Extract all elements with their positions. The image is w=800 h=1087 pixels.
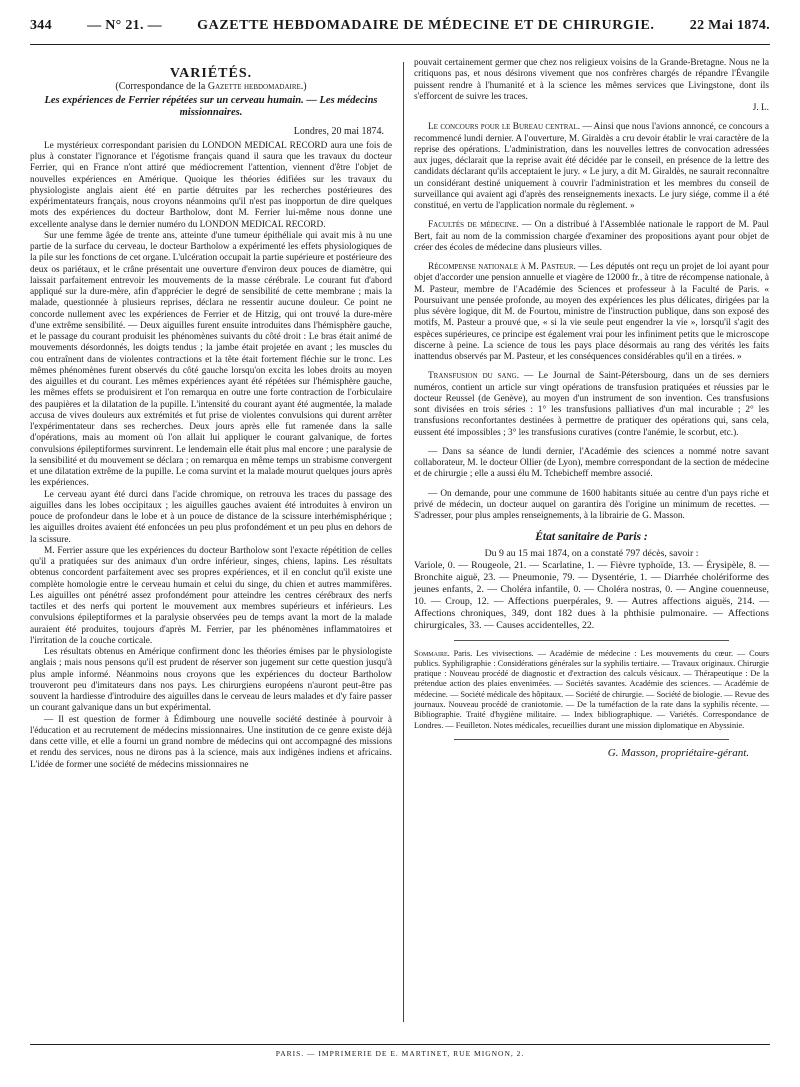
page-header	[30, 18, 770, 42]
right-column	[414, 58, 769, 759]
left-column	[30, 58, 392, 771]
publisher-signature: G. Masson, propriétaire-gérant.	[607, 746, 749, 759]
header-rule	[30, 44, 770, 45]
issue-date: 22 Mai 1874.	[689, 18, 770, 33]
page-footer	[30, 1038, 770, 1058]
page-number: 344	[30, 18, 52, 33]
footer-rule	[30, 1044, 770, 1045]
issue-number: — N° 21. —	[87, 18, 162, 33]
running-title: GAZETTE HEBDOMADAIRE DE MÉDECINE ET DE CHIRURGIE.	[197, 18, 655, 33]
paragraph: Le cerveau ayant été durci dans l'acide chromique, on retrouva les traces du passage des aiguilles dans les lobes occipitaux ; les aiguilles gauches avaient été introduites à environ un pouce de profondeur dans le lobe et à un pouce de distance de la scissure interhémisphérique ; les aiguilles droites avaient été enfoncées un peu plus profondément et un peu plus en dehors de la scissure.	[30, 489, 392, 545]
news-item-pasteur: Récompense nationale à M. Pasteur. — Les députés ont reçu un projet de loi ayant pour objet d'accorder une pension annuelle et viagère de 12000 fr., à titre de récompense nationale, à M. Pasteur, membre de l'Académie des Sciences et professeur à la Faculté de Paris. « Poursuivant une pensée profonde, au moyen des expériences les plus délicates, dirigées par la plus sévère logique, dit M. de Fourtou, ministre de l'instruction publique, dans son exposé des motifs, M. Pasteur a prouvé que, « si la vie seule peut engendrer la vie », lorsqu'il s'agit des espèces supérieures, ce principe est également vrai pour les infiniment petits que le microscope discerne à peine. La science de tous les pays place désormais au rang des vérités les faits inattendus observés par M. Pasteur, et les conséquences considérables qu'il en a tirées. »	[414, 262, 770, 362]
health-report-body: Variole, 0. — Rougeole, 21. — Scarlatine, 1. — Fièvre typhoïde, 13. — Érysipèle, 8. — Bronchite aiguë, 23. — Pneumonie, 79. — Dysentérie, 1. — Diarrhée cholériforme des jeunes enfants, 2. — Choléra infantile, 0. — Choléra nostras, 0. — Angine couenneuse, 10. — Croup, 12. — Affections puerpérales, 9. — Autres affections aiguës, 214. — Affections chroniques, 349, dont 182 dues à la phthisie pulmonaire. — Affections chirurgicales, 33. — Causes accidentelles, 22.	[414, 559, 769, 631]
paragraph: Le mystérieux correspondant parisien du LONDON MEDICAL RECORD aura une fois de plus à constater l'ignorance et l'égotisme français quand il saura que les travaux du docteur Ferrier, qui en France n'ont attiré que médiocrement l'attention, viennent d'être l'objet de nouvelles expériences en Amérique. Quoique les théories édifiées sur les travaux du physiologiste anglais aient été en partie détruites par les recherches postérieures des expérimentateurs français, nous croyons néanmoins qu'il n'est pas inopportun de dire quelques mots des expériences du docteur Bartholow, dont M. Ferrier lui-même nous donne une excellente analyse dans le dernier numéro du LONDON MEDICAL RECORD.	[30, 140, 392, 230]
section-title: VARIÉTÉS.	[169, 66, 253, 81]
health-report	[414, 548, 769, 632]
rubric: Transfusion du sang.	[428, 371, 520, 382]
divider	[454, 640, 729, 641]
printer-imprint: PARIS. — IMPRIMERIE DE E. MARTINET, RUE MIGNON, 2.	[275, 1049, 525, 1058]
rubric: Le concours pour le Bureau central.	[428, 122, 581, 133]
health-report-lead: Du 9 au 15 mai 1874, on a constaté 797 décès, savoir :	[484, 547, 699, 559]
article-headline: Les expériences de Ferrier répétées sur un cerveau humain. — Les médecins missionnaires.	[44, 94, 378, 118]
news-item-academie: — Dans sa séance de lundi dernier, l'Académie des sciences a nommé notre savant collaborateur, M. le docteur Ollier (de Lyon), membre correspondant de la section de médecine et de chirurgie ; elle a aussi élu M. Tchebicheff membre associé.	[414, 446, 769, 480]
column-divider	[403, 62, 404, 1022]
author-initials: J. L.	[752, 103, 769, 113]
news-item-transfusion: Transfusion du sang. — Le Journal de Saint-Pétersbourg, dans un de ses derniers numéros, contient un article sur vingt opérations de transfusion pratiquées et réussies par le docteur Reussel (de Genève), au moyen d'un instrument de son invention. Ces transfusions sont divisées en trois séries : 1° les transfusions palliatives d'un mal incurable ; 2° les transfusions reconfortantes destinées à permettre de pratiquer des opérations qui, sans cela, eussent été impossibles ; 3° les transfusions curatives (contre l'anémie, le scorbut, etc.).	[414, 371, 769, 438]
section-subtitle: (Correspondance de la Gazette hebdomadaire.)	[115, 81, 307, 93]
paragraph: pouvait certainement germer que chez nos religieux voisins de la Grande-Bretagne. Nous ne la critiquons pas, et nous désirons vivement que nos confrères chargés de répandre l'Évangile puissent rendre à l'humanité et à la science les mêmes services que Livingstone, dont ils s'efforcent de suivre les traces.	[414, 58, 769, 102]
paragraph: — Il est question de former à Édimbourg une nouvelle société destinée à pourvoir à l'éducation et au recrutement de médecins missionnaires. Une institution de ce genre existe déjà dans cette ville, et elle a fourni un grand nombre de médecins qui ont accompagné des missions et rendu des services, nous ne dirons pas à la science, mais aux indigènes indiens et africains. L'idée de former une société de médecins missionnaires ne	[30, 714, 392, 770]
news-item-facultes: Facultés de médecine. — On a distribué à l'Assemblée nationale le rapport de M. Paul Bert, fait au nom de la commission chargée d'examiner des propositions ayant pour objet de créer des écoles de médecine dans plusieurs villes.	[414, 220, 769, 253]
rubric: Récompense nationale à M. Pasteur.	[428, 262, 576, 272]
paragraph: Les résultats obtenus en Amérique confirment donc les théories émises par le physiologiste anglais ; mais nous pensons qu'il est prudent de réserver son jugement sur cette question jusqu'à plus ample informé. Néanmoins nous croyons que les expériences du docteur Bartholow trouveront peu d'imitateurs dans nos pays. Les chirurgiens européens n'auront peut-être pas souvent la hardiesse d'introduire des aiguilles dans le cerveau de leurs malades et d'y faire passer un courant galvanique dans un but expérimental.	[30, 647, 392, 714]
divider	[454, 739, 729, 740]
rubric: Facultés de médecine.	[428, 220, 519, 231]
health-report-title: État sanitaire de Paris :	[535, 531, 648, 544]
news-item-concours: Le concours pour le Bureau central. — Ainsi que nous l'avions annoncé, ce concours a recommencé lundi dernier. A l'ouverture, M. Giraldès a cru devoir établir le vrai caractère de la reprise des opérations. L'administration, dans les nouvelles lettres de convocation adressées aux juges, déclarait que la reprise avait été décidée par le conseil, en présence de la lettre des candidats déclarant qu'ils acceptaient le jury. « Le jury, a dit M. Giraldès, ne saurait reconnaître un considérant destiné uniquement à couvrir l'administration et les membres du conseil de surveillance qui avaient agi d'après des renseignements inexacts. Le jury siége, comme il a été constitué, en vertu de l'application normale du règlement. »	[414, 122, 769, 211]
paragraph: M. Ferrier assure que les expériences du docteur Bartholow sont l'exacte répétition de celles qu'il a pratiquées sur des animaux d'un ordre inférieur, singes, chiens, lapins. Les résultats obtenus concordent parfaitement avec ses propres expériences, et il en conclut qu'il existe une complète homologie entre le cerveau humain et celui du singe, du chien et autres mammifères. Les aiguilles ont pénétré assez profondément pour atteindre les centres cérébraux des nerfs tactiles et des nerfs qui portent le mouvement aux membres supérieurs et inférieurs. Les convulsions épileptiformes et la paralysie observées peu de temps avant la mort de la malade auraient été produites, toujours d'après M. Ferrier, par les phénomènes inflammatoires et l'irritation de la couche corticale.	[30, 545, 392, 646]
dateline: Londres, 20 mai 1874.	[293, 125, 384, 137]
table-of-contents: Sommaire. Paris. Les vivisections. — Académie de médecine : Les mouvements du cœur. — Cours publics. Syphiligraphie : Considérations générales sur la syphilis tertiaire. — Travaux originaux. Chirurgie pratique : Nouveau procédé de diagnostic et d'extraction des calculs vésicaux. — Thérapeutique : De la prétendue action des plaies envenimées. — Sociétés savantes. Académie des sciences. — Académie de médecine. — Société médicale des hôpitaux. — Société de chirurgie. — Société de biologie. — Revue des journaux. Nouveau procédé de craniotomie. — De la tuméfaction de la rate dans la syphilis récente. — Bibliographie. Traité d'hygiène militaire. — Index bibliographique. — Variétés. Correspondance de Londres. — Feuilleton. Notes médicales, recueillies durant une mission diplomatique en Abyssinie.	[414, 648, 769, 730]
news-item-demande: — On demande, pour une commune de 1600 habitants située au centre d'un pays riche et privé de médecin, un docteur auquel on garantira dès l'origine un minimum de recettes. — S'adresser, pour plus amples renseignements, à la librairie de G. Masson.	[414, 488, 769, 521]
paragraph: Sur une femme âgée de trente ans, atteinte d'une tumeur épithéliale qui avait mis à nu une partie de la surface du cerveau, le docteur Bartholow a expérimenté les effets physiologiques de la pile sur les fonctions de cet organe. L'ulcération occupait la partie supérieure et postérieure des deux os pariétaux, et le crâne présentait une ouverture d'environ deux pouces de diamètre, qui laissait parfaitement entrevoir les mouvements de la masse cérébrale. Le courant fut d'abord appliqué sur la dure-mère, afin d'apprécier le degré de sensibilité de cette membrane ; mais la malade, questionnée à plusieurs reprises, déclara ne ressentir aucune douleur. Ce point ne concorde nullement avec les expériences de Ferrier et de Hitzig, qui ont trouvé la dure-mère d'une extrême sensibilité. — Deux aiguilles furent ensuite introduites dans l'hémisphère gauche, et le passage du courant produisit les phénomènes suivants du côté droit : Le bras était animé de mouvements désordonnés, les doigts tendus ; la jambe était projetée en avant ; les muscles du cou entraînent dans de violentes contractions et la tête était fortement fléchie sur le tronc. Les mêmes phénomènes furent observés du côté gauche lorsqu'on excita les lobes droits au moyen des aiguilles et du courant. Les mêmes expériences ayant été répétées sur l'hémisphère gauche, les mêmes effets se produisirent et l'on remarqua en outre une forte contraction de l'orbiculaire des paupières et la dilatation de la pupille. L'intensité du courant ayant été augmentée, la malade accusa de vives douleurs aux extrémités et fut prise de violentes convulsions qui durent arrêter l'expérimentateur dans ses recherches. Deux jours après elle fut ramenée dans la salle d'opérations, mais au moment où l'on allait lui appliquer le courant galvanique, de fortes convulsions épileptiformes survinrent. Le lendemain elle était plus mal encore ; une paralysie de la sensibilité et du mouvement se déclara ; on remarqua en même temps un strabisme convergent et une dilatation extrême de la pupille. Le coma survint et la malade mourut quelques jours après les expériences.	[30, 230, 392, 489]
